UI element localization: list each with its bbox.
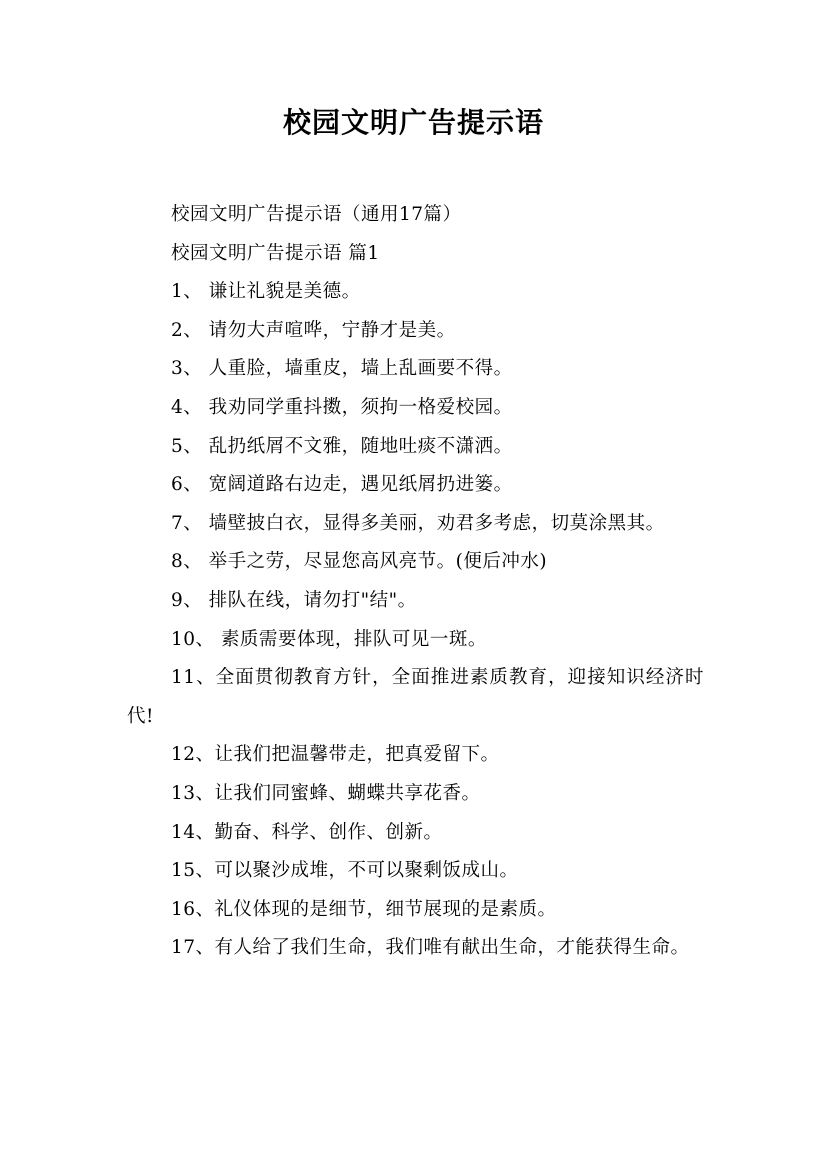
paragraph-subtitle: 校园文明广告提示语（通用17篇）: [171, 204, 462, 225]
list-item: 13、让我们同蜜蜂、蝴蝶共享花香。: [171, 782, 481, 804]
list-item: 4、 我劝同学重抖擞，须拘一格爱校园。: [171, 396, 513, 418]
list-item: 6、 宽阔道路右边走，遇见纸屑扔进篓。: [171, 474, 513, 496]
document-body: [127, 196, 704, 968]
list-item: 3、 人重脸，墙重皮，墙上乱画要不得。: [171, 358, 513, 380]
list-item: 10、 素质需要体现，排队可见一斑。: [171, 628, 487, 650]
list-item: 8、 举手之劳，尽显您高风亮节。(便后冲水): [171, 551, 548, 573]
list-item: 1、 谦让礼貌是美德。: [171, 281, 361, 303]
list-item: 15、可以聚沙成堆，不可以聚剩饭成山。: [171, 860, 519, 882]
list-item: 5、 乱扔纸屑不文雅，随地吐痰不潇洒。: [171, 435, 513, 457]
list-item: 16、礼仪体现的是细节，细节展现的是素质。: [171, 898, 557, 920]
list-item: 9、 排队在线，请勿打"结"。: [171, 589, 417, 611]
document-title: 校园文明广告提示语: [282, 106, 544, 139]
list-item: 7、 墙壁披白衣，显得多美丽，劝君多考虑，切莫涂黑其。: [171, 512, 665, 534]
list-item: 14、勤奋、科学、创作、创新。: [171, 821, 443, 843]
list-item: 17、有人给了我们生命，我们唯有献出生命，才能获得生命。: [171, 937, 690, 959]
paragraph-section-heading: 校园文明广告提示语 篇1: [171, 242, 380, 264]
list-item: 2、 请勿大声喧哗，宁静才是美。: [171, 319, 456, 341]
list-item: 12、让我们把温馨带走，把真爱留下。: [171, 744, 500, 766]
list-item: 11、全面贯彻教育方针，全面推进素质教育，迎接知识经济时代!: [127, 667, 704, 727]
